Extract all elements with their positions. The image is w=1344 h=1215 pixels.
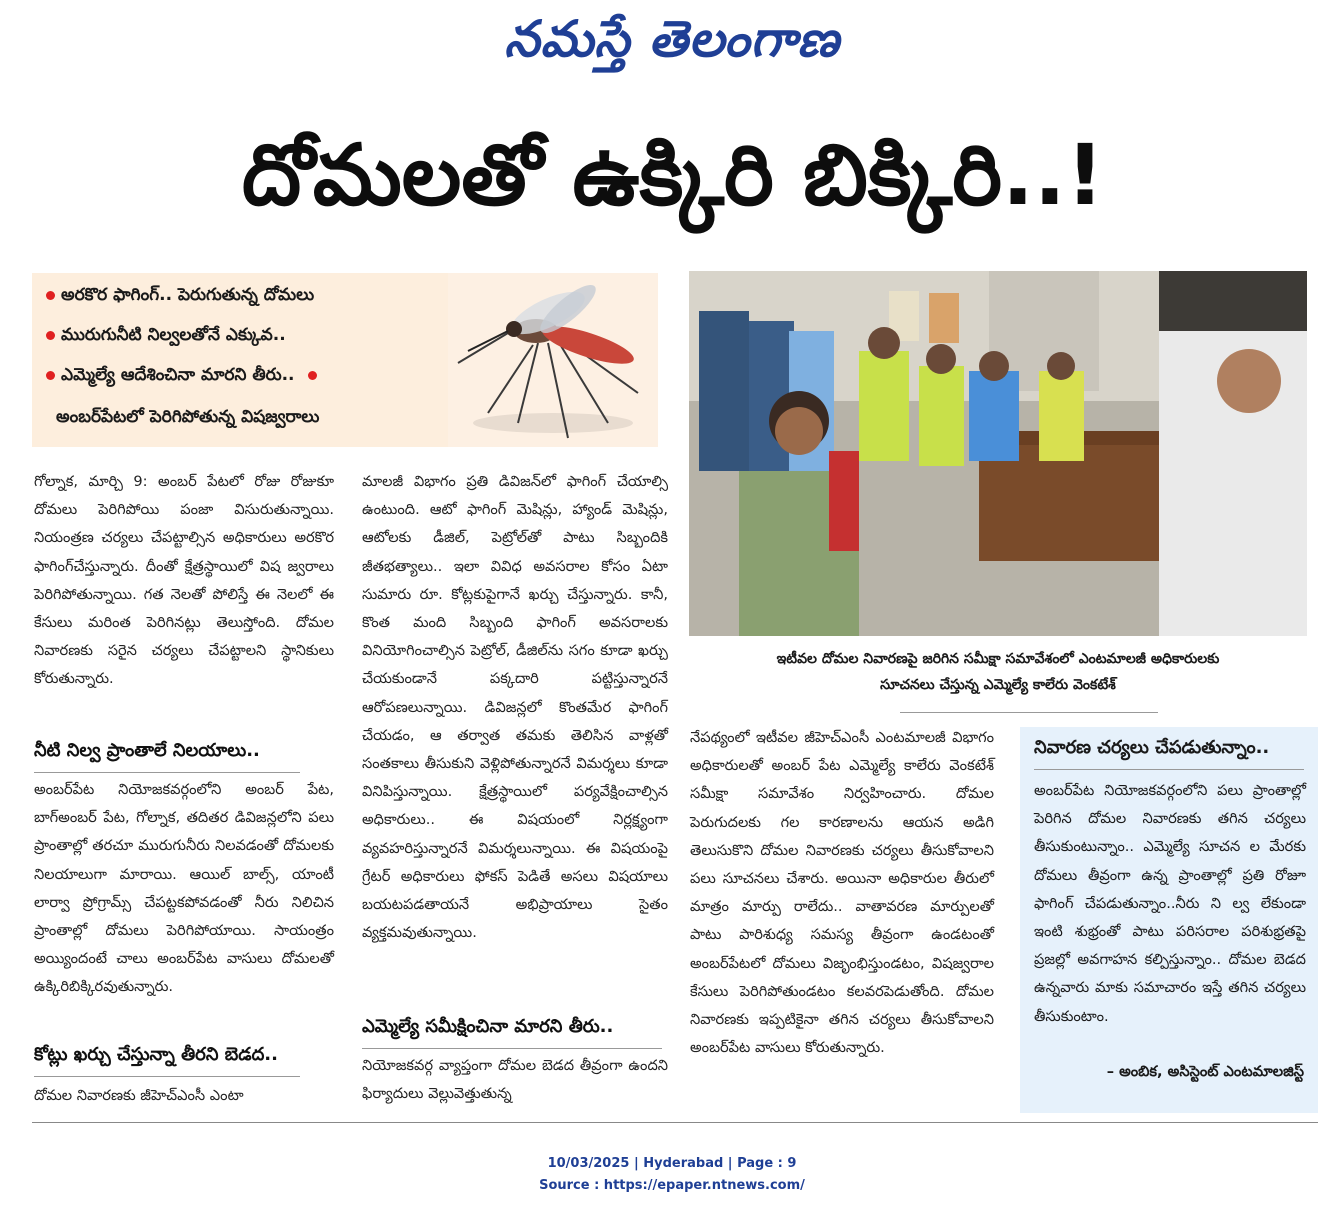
bullet-dot-icon [46,291,55,300]
meeting-photo-image [689,271,1307,636]
bullet-dot-icon [46,331,55,340]
subhead-rule [34,1076,300,1077]
highlight-item: మురుగునీటి నిల్వలతోనే ఎక్కువ.. [46,325,286,349]
article-col1-p2: అంబర్‌పేట నియోజకవర్గంలోని అంబర్ పేట, బాగ్‌అంబర్ పేట, గోల్నాక, తదితర డివిజన్లలోని పలు ప్రాంతాల్లో తరచూ మురుగునీరు నిలవడంతో దోమలకు నిలయాలుగా మారాయి. ఆయిల్ బాల్స్, యాంటీ లార్వా ప్రోగ్రామ్స్ చేపట్టకపోవడంతో నీరు నిలిచిన ప్రాంతాల్లో దోమలు పెరిగిపోయాయి. సాయంత్రం అయ్యిందంటే చాలు అంబర్‌పేట వాసులు దోమలతో ఉక్కిరిబిక్కిరవుతున్నారు. [34,781,334,996]
subhead-water-stagnation: నీటి నిల్వ ప్రాంతాలే నిలయాలు.. [34,740,260,761]
caption-line: ఇటీవల దోమల నివారణపై జరిగిన సమీక్షా సమావేశంలో ఎంటమాలజీ అధికారులకు [776,651,1220,667]
bottom-rule [32,1122,1318,1123]
article-col3-p1: నేపథ్యంలో ఇటీవల జీహెచ్‌ఎంసీ ఎంటమాలజీ విభాగం అధికారులతో అంబర్ పేట ఎమ్మెల్యే కాలేరు వెంకటేశ్ సమీక్షా సమావేశం నిర్వహించారు. దోమల పెరుగుదలకు గల కారణాలను ఆయన అడిగి తెలుసుకొని దోమల నివారణకు చర్యలు తీసుకోవాలని పలు సూచనలు చేశారు. అయినా అధికారుల తీరులో మాత్రం మార్పు రాలేదు.. వాతావరణ మార్పులతో పాటు పారిశుధ్య సమస్య తీవ్రంగా ఉండటంతో అంబర్‌పేటలో దోమలు విజృంభిస్తుండటం, విషజ్వరాల కేసులు పెరిగిపోతుండటం కలవరపెడుతోంది. దోమల నివారణకు ఇప్పటికైనా తగిన చర్యలు తీసుకోవాలని అంబర్‌పేట వాసులు కోరుతున్నారు. [690,729,994,1057]
highlight-item: అరకొర ఫాగింగ్.. పెరుగుతున్న దోమలు [46,285,314,309]
article-col1-p3: దోమల నివారణకు జీహెచ్‌ఎంసీ ఎంటా [34,1087,244,1104]
mosquito-icon [448,273,658,447]
article-col2-p1: మాలజీ విభాగం ప్రతి డివిజన్‌లో ఫాగింగ్ చేయాల్సి ఉంటుంది. ఆటో ఫాగింగ్ మెషిన్లు, హ్యాండ్ మెషిన్లు, ఆటోలకు డీజిల్, పెట్రోల్‌తో పాటు సిబ్బందికి జీతభత్యాలు.. ఇలా వివిధ అవసరాల కోసం ఏటా సుమారు రూ. కోట్లకుపైగానే ఖర్చు చేస్తున్నారు. కానీ, కొంత మంది సిబ్బంది ఫాగింగ్ అవసరాలకు వినియోగించాల్సిన పెట్రోల్, డీజిల్‌ను సగం కూడా ఖర్చు చేయకుండానే పక్కదారి పట్టిస్తున్నారనే ఆరోపణలున్నాయి. డివిజన్లలో కొంతమేర ఫాగింగ్ చేయడం, ఆ తర్వాత తమకు తెలిసిన వాళ్లతో సంతకాలు తీసుకుని వెళ్లిపోతున్నారనే విమర్శలు కూడా వినిపిస్తున్నాయి. క్షేత్రస్థాయిలో పర్యవేక్షించాల్సిన అధికారులు.. ఈ విషయంలో నిర్లక్ష్యంగా వ్యవహరిస్తున్నారనే విమర్శలున్నాయి. ఈ విషయంపై గ్రేటర్ అధికారులు ఫోకస్ పెడితే అసలు విషయాలు బయటపడతాయనే అభిప్రాయాలు సైతం వ్యక్తమవుతున్నాయి. [362,473,668,942]
subhead-rule [362,1048,662,1049]
highlights-box [32,273,452,447]
caption-line: సూచనలు చేస్తున్న ఎమ్మెల్యే కాలేరు వెంకటేశ్ [880,677,1116,693]
footer-source-link[interactable]: Source : https://epaper.ntnews.com/ [539,1178,805,1193]
mosquito-illustration [448,273,658,447]
article-col2-p2: నియోజకవర్గ వ్యాప్తంగా దోమల బెడద తీవ్రంగా ఉందని ఫిర్యాదులు వెల్లువెత్తుతున్న [362,1057,668,1103]
headline: దోమలతో ఉక్కిరి బిక్కిరి..! [241,126,1105,224]
article-col1-p1: గోల్నాక, మార్చి 9: అంబర్ పేటలో రోజు రోజుకూ దోమలు పెరిగిపోయి పంజా విసురుతున్నాయి. నియంత్రణ చర్యలు చేపట్టాల్సిన అధికారులు అరకొర ఫాగింగ్‌చేస్తున్నారు. దీంతో క్షేత్రస్థాయిలో విష జ్వరాలు పెరిగిపోతున్నాయి. గత నెలతో పోలిస్తే ఈ నెలలో ఈ కేసులు మరింత పెరిగినట్లు తెలుస్తోంది. దోమల నివారణకు సరైన చర్యలు చేపట్టాలని స్థానికులు కోరుతున్నారు. [34,473,334,688]
subhead-crores-spent: కోట్లు ఖర్చు చేస్తున్నా తీరని బెడద.. [34,1044,278,1065]
subhead-mla-review: ఎమ్మెల్యే సమీక్షించినా మారని తీరు.. [362,1016,614,1037]
bullet-dot-icon [46,371,55,380]
subhead-rule [34,772,300,773]
highlight-item: ఎమ్మెల్యే ఆదేశించినా మారని తీరు.. [46,365,323,389]
sidebar-body: అంబర్‌పేట నియోజకవర్గంలోని పలు ప్రాంతాల్లో పెరిగిన దోమల నివారణకు తగిన చర్యలు తీసుకుంటున్నాం.. ఎమ్మెల్యే సూచన ల మేరకు దోమలు తీవ్రంగా ఉన్న ప్రాంతాల్లో ప్రతి రోజూ ఫాగింగ్ చేపడుతున్నాం..నీరు ని ల్వ లేకుండా ఇంటి శుభ్రంతో పాటు పరిసరాల పరిశుభ్రతపై ప్రజల్లో అవగాహన కల్పిస్తున్నాం.. దోమల బెడద ఉన్నవారు మాకు సమాచారం ఇస్తే తగిన చర్యలు తీసుకుంటాం. [1034,782,1306,1025]
caption-rule [900,712,1158,713]
sidebar-signature: – అంబిక, అసిస్టెంట్ ఎంటమాలజిస్ట్ [1106,1063,1304,1080]
meeting-photo [689,271,1307,636]
photo-caption [689,646,1307,698]
footer-date-line: 10/03/2025 | Hyderabad | Page : 9 [547,1156,797,1171]
bullet-dot-icon [308,371,317,380]
sidebar-box [1020,727,1318,1113]
sidebar-title: నివారణ చర్యలు చేపడుతున్నాం.. [1034,737,1270,758]
sidebar-rule [1034,769,1304,770]
highlight-item: అంబర్‌పేటలో పెరిగిపోతున్న విషజ్వరాలు [56,407,320,427]
masthead-logo: నమస్తే తెలంగాణ [504,9,840,68]
